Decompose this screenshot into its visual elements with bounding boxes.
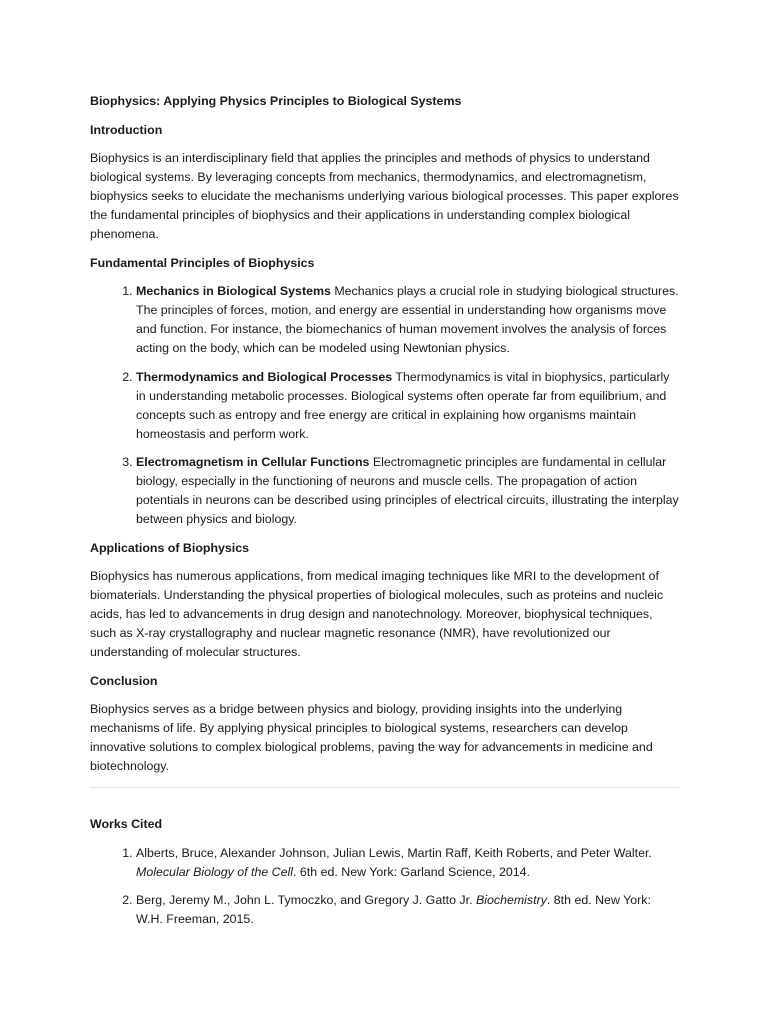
item-label: Thermodynamics and Biological Processes <box>136 369 393 384</box>
citation-item <box>136 891 679 929</box>
section-divider <box>90 787 679 788</box>
citation-details: . 6th ed. New York: Garland Science, 2014. <box>293 864 530 879</box>
citation-item <box>136 844 679 882</box>
introduction-paragraph: Biophysics is an interdisciplinary field that applies the principles and methods of physics to understand biological systems. By leveraging concepts from mechanics, thermodynamics, and electromagnetism, biophysics seeks to elucidate the mechanisms underlying various biological processes. This paper explores the fundamental principles of biophysics and their applications in understanding complex biological phenomena. <box>90 151 679 241</box>
fundamentals-list <box>90 282 679 529</box>
fundamentals-item-thermodynamics <box>136 368 679 444</box>
applications-paragraph: Biophysics has numerous applications, from medical imaging techniques like MRI to the development of biomaterials. Understanding the physical properties of biological molecules, such as proteins and nucleic acids, has led to advancements in drug design and nanotechnology. Moreover, biophysical techniques, such as X-ray crystallography and nuclear magnetic resonance (NMR), have revolutionized our understanding of molecular structures. <box>90 569 664 659</box>
conclusion-heading: Conclusion <box>90 673 158 688</box>
item-label: Mechanics in Biological Systems <box>136 284 331 298</box>
fundamentals-heading: Fundamental Principles of Biophysics <box>90 255 315 270</box>
item-text: Electromagnetic principles are fundamental in cellular biology, especially in the functioning of neurons and muscle cells. The propagation of action potentials in neurons can be described using principles of electrical circuits, illustrating the interplay between physics and biology. <box>136 455 679 526</box>
fundamentals-item-mechanics <box>136 282 679 358</box>
introduction-heading: Introduction <box>90 122 163 137</box>
item-text: Thermodynamics is vital in biophysics, particularly in understanding metabolic processes. Biological systems often operate far from equilibrium, and concepts such as entropy and free energy are critical in explaining how organisms maintain homeostasis and perform work. <box>136 369 670 441</box>
item-text: Mechanics plays a crucial role in studying biological structures. The principles of forces, motion, and energy are essential in understanding how organisms move and function. For instance, the biomechanics of human movement involves the analysis of forces acting on the body, which can be modeled using Newtonian physics. <box>136 284 679 355</box>
fundamentals-item-electromagnetism <box>136 453 679 529</box>
citation-title: Molecular Biology of the Cell <box>136 864 294 879</box>
works-cited-heading: Works Cited <box>90 817 163 831</box>
citation-title: Biochemistry <box>475 893 547 907</box>
works-cited-list <box>90 844 679 930</box>
conclusion-paragraph: Biophysics serves as a bridge between physics and biology, providing insights into the underlying mechanisms of life. By applying physical principles to biological systems, researchers can develop innovative solutions to complex biological problems, paving the way for advancements in medicine and biotechnology. <box>90 702 653 773</box>
citation-authors: Alberts, Bruce, Alexander Johnson, Julian Lewis, Martin Raff, Keith Roberts, and Peter Walter. <box>136 845 652 860</box>
citation-details: . 8th ed. New York: W.H. Freeman, 2015. <box>136 893 651 926</box>
document-title: Biophysics: Applying Physics Principles to Biological Systems <box>90 94 462 108</box>
applications-heading: Applications of Biophysics <box>90 540 250 555</box>
item-label: Electromagnetism in Cellular Functions <box>136 455 370 469</box>
citation-authors: Berg, Jeremy M., John L. Tymoczko, and Gregory J. Gatto Jr. <box>136 893 476 907</box>
